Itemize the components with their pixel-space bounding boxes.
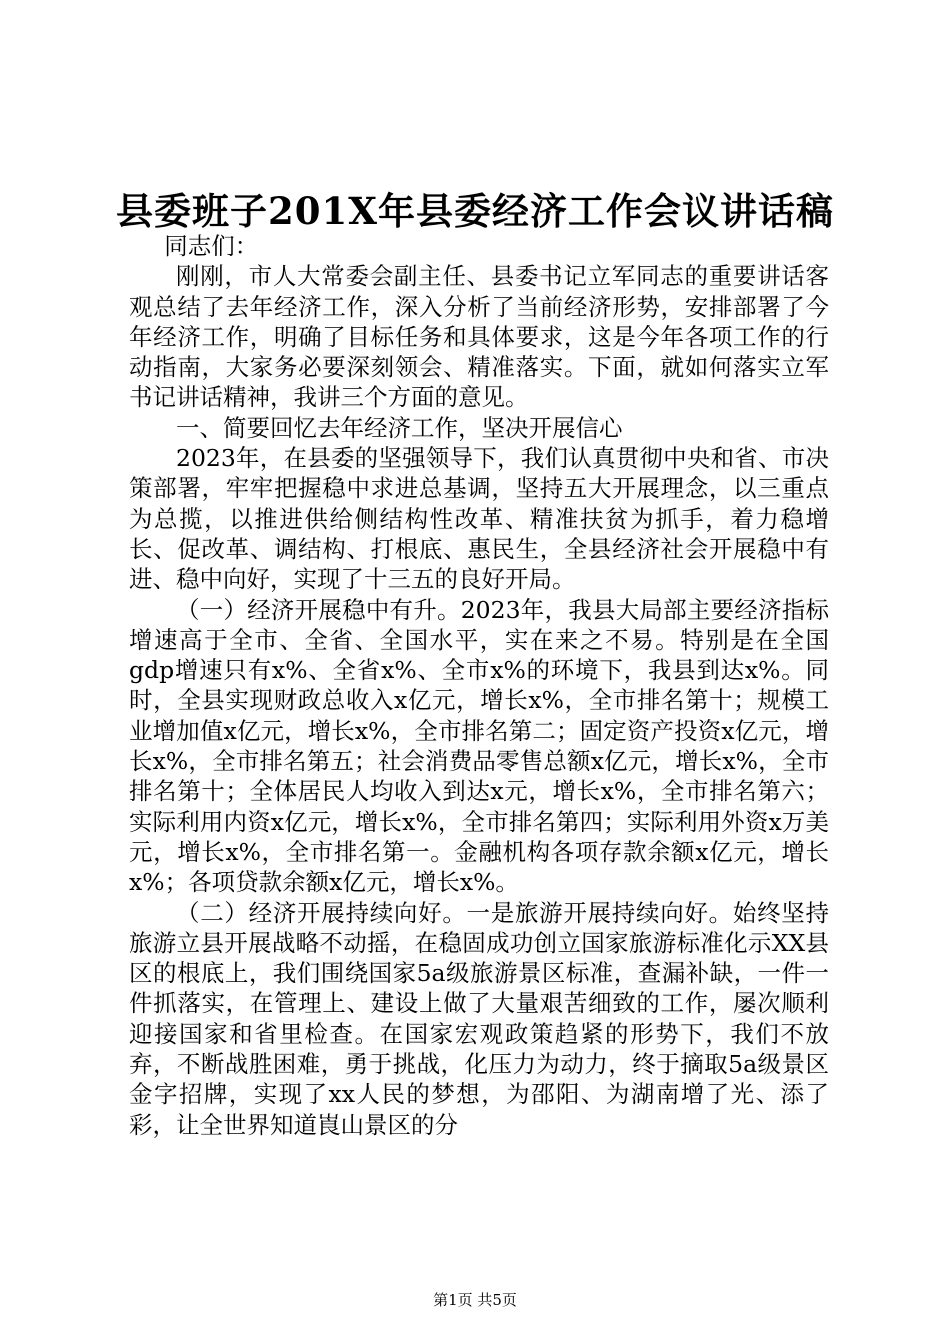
- document-title: 县委班子201X年县委经济工作会议讲话稿: [116, 189, 834, 233]
- document-body: [129, 231, 829, 1140]
- paragraph-economy-growth: （一）经济开展稳中有升。2023年，我县大局部主要经济指标增速高于全市、全省、全国水平，实在来之不易。特别是在全国gdp增速只有x%、全省x%、全市x%的环境下，我县到达x%。同时，全县实现财政总收入x亿元，增长x%，全市排名第十；规模工业增加值x亿元，增长x%，全市排名第二；固定资产投资x亿元，增长x%，全市排名第五；社会消费品零售总额x亿元，增长x%，全市排名第十；全体居民人均收入到达x元，增长x%，全市排名第六；实际利用内资x亿元，增长x%，全市排名第四；实际利用外资x万美元，增长x%，全市排名第一。金融机构各项存款余额x亿元，增长x%；各项贷款余额x亿元，增长x%。: [129, 595, 829, 897]
- section-heading-1: 一、简要回忆去年经济工作，坚决开展信心: [176, 413, 623, 442]
- paragraph-review: 2023年，在县委的坚强领导下，我们认真贯彻中央和省、市决策部署，牢牢把握稳中求进总基调，坚持五大开展理念，以三重点为总揽，以推进供给侧结构性改革、精准扶贫为抓手，着力稳增长、促改革、调结构、打根底、惠民生，全县经济社会开展稳中有进、稳中向好，实现了十三五的良好开局。: [129, 444, 829, 594]
- paragraph-intro: 刚刚，市人大常委会副主任、县委书记立军同志的重要讲话客观总结了去年经济工作，深入分析了当前经济形势，安排部署了今年经济工作，明确了目标任务和具体要求，这是今年各项工作的行动指南，大家务必要深刻领会、精准落实。下面，就如何落实立军书记讲话精神，我讲三个方面的意见。: [129, 262, 829, 412]
- page-footer: 第1页 共5页: [433, 1291, 517, 1309]
- greeting: 同志们：: [164, 232, 259, 260]
- paragraph-economy-trend: （二）经济开展持续向好。一是旅游开展持续向好。始终坚持旅游立县开展战略不动摇，在稳固成功创立国家旅游标准化示XX县区的根底上，我们围绕国家5a级旅游景区标准，查漏补缺，一件一件抓落实，在管理上、建设上做了大量艰苦细致的工作，屡次顺利迎接国家和省里检查。在国家宏观政策趋紧的形势下，我们不放弃，不断战胜困难，勇于挑战，化压力为动力，终于摘取5a级景区金字招牌，实现了xx人民的梦想，为邵阳、为湖南增了光、添了彩，让全世界知道崀山景区的分: [129, 898, 829, 1139]
